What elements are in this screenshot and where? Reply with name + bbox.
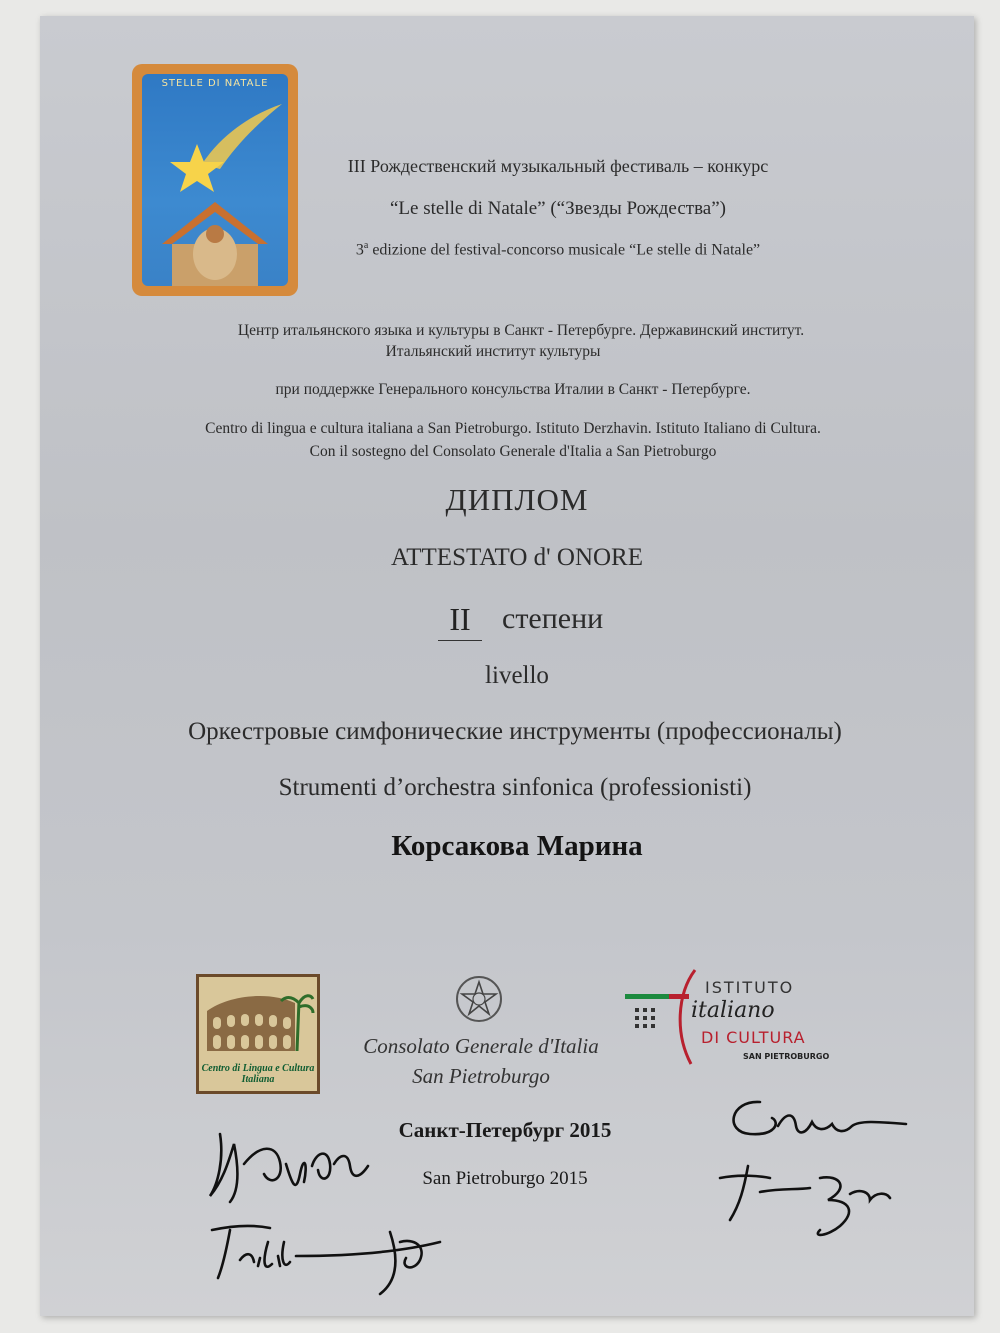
recipient-name: Корсакова Марина <box>391 830 643 862</box>
colosseum-icon <box>199 981 317 1059</box>
iic-line3: DI CULTURA <box>701 1028 806 1047</box>
organizers-it-line1: Centro di lingua e cultura italiana a San Pietroburgo. Istituto Derzhavin. Istituto Italiano di Cultura. <box>205 420 821 437</box>
festival-title-it: “Le stelle di Natale” (“Звезды Рождества”) <box>390 198 726 219</box>
signature-right-bottom <box>700 1148 920 1248</box>
city-ru: Санкт-Петербург 2015 <box>398 1118 612 1142</box>
degree-it: livello <box>485 662 549 689</box>
stamp-text: Centro di Lingua e Cultura Italiana <box>201 1063 315 1085</box>
diploma-title-ru: ДИПЛОМ <box>445 482 589 517</box>
consulate-line1: Consolato Generale d'Italia <box>363 1034 599 1058</box>
signature-left-top <box>200 1104 390 1214</box>
edition-number: 3 <box>355 241 364 259</box>
organizers-it-line2: Con il sostegno del Consolato Generale d'Italia a San Pietroburgo <box>309 443 717 460</box>
organizers-ru-line1: Центр итальянского языка и культуры в Санкт - Петербурге. Державинский институт. <box>237 322 805 339</box>
festival-title-ru: III Рождественский музыкальный фестиваль – конкурс <box>347 156 769 176</box>
iic-line2: italiano <box>691 998 775 1023</box>
festival-edition <box>188 240 928 259</box>
degree-roman: II <box>438 600 482 641</box>
italian-emblem-icon <box>452 972 506 1026</box>
festival-logo <box>132 64 298 296</box>
category-ru: Оркестровые симфонические инструменты (профессионалы) <box>188 718 842 745</box>
organizers-ru-line3: при поддержке Генерального консульства Италии в Санкт - Петербурге. <box>275 381 751 398</box>
category-it: Strumenti d’orchestra sinfonica (professionisti) <box>278 774 752 801</box>
logo-text: STELLE DI NATALE <box>161 78 269 89</box>
signature-left-bottom <box>200 1212 460 1302</box>
iic-line1: ISTITUTO <box>705 978 795 997</box>
edition-sup: a <box>363 240 369 251</box>
iic-line4: SAN PIETROBURGO <box>743 1052 830 1061</box>
signature-right-top <box>720 1082 920 1152</box>
centro-lingua-stamp <box>196 974 320 1094</box>
consulate-line2: San Pietroburgo <box>412 1064 550 1088</box>
degree-ru: степени <box>502 602 604 635</box>
diploma-title-it: ATTESTATO d' ONORE <box>390 544 644 571</box>
city-it: San Pietroburgo 2015 <box>422 1168 588 1189</box>
diploma-sheet <box>40 16 974 1316</box>
istituto-italiano-logo <box>625 964 855 1074</box>
edition-text: edizione del festival-concorso musicale “Le stelle di Natale” <box>368 241 761 259</box>
organizers-ru-line2: Итальянский институт культуры <box>385 343 601 360</box>
